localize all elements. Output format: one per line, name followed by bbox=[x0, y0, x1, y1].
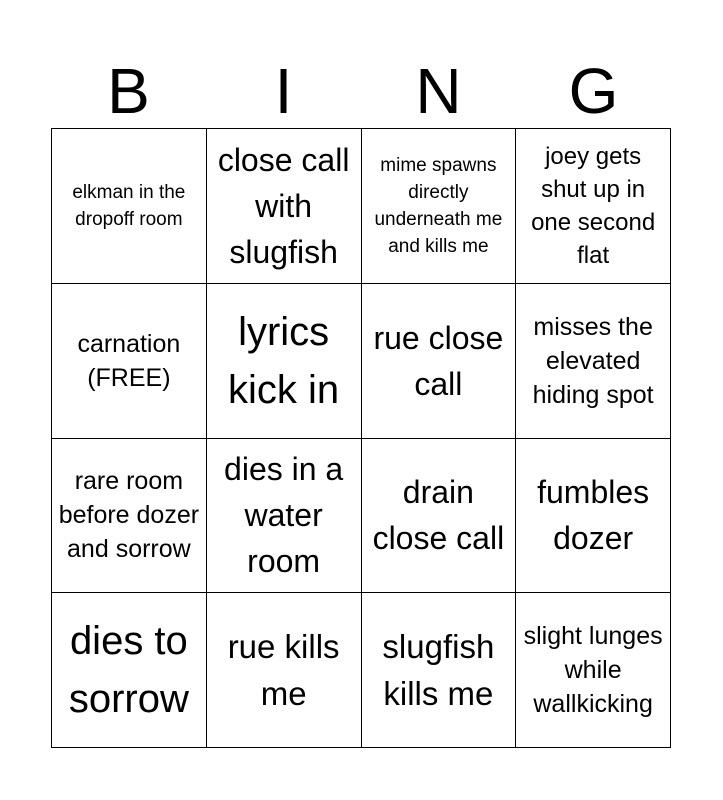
bingo-cell[interactable]: fumbles dozer bbox=[516, 439, 671, 594]
header-letter: B bbox=[107, 55, 150, 127]
bingo-header bbox=[51, 56, 671, 126]
bingo-cell[interactable]: lyrics kick in bbox=[207, 284, 362, 439]
bingo-cell[interactable]: dies in a water room bbox=[207, 439, 362, 594]
bingo-cell[interactable]: drain close call bbox=[362, 439, 517, 594]
bingo-grid bbox=[51, 128, 671, 748]
bingo-cell[interactable]: slight lunges while wallkicking bbox=[516, 593, 671, 748]
bingo-cell[interactable]: rare room before dozer and sorrow bbox=[52, 439, 207, 594]
bingo-cell[interactable]: joey gets shut up in one second flat bbox=[516, 129, 671, 284]
header-letter: N bbox=[415, 55, 462, 127]
bingo-cell[interactable]: carnation (FREE) bbox=[52, 284, 207, 439]
header-letter: I bbox=[274, 55, 293, 127]
bingo-cell[interactable]: slugfish kills me bbox=[362, 593, 517, 748]
bingo-cell[interactable]: close call with slugfish bbox=[207, 129, 362, 284]
bingo-cell[interactable]: elkman in the dropoff room bbox=[52, 129, 207, 284]
bingo-cell[interactable]: misses the elevated hiding spot bbox=[516, 284, 671, 439]
bingo-cell[interactable]: mime spawns directly underneath me and kills me bbox=[362, 129, 517, 284]
header-letter: G bbox=[568, 55, 619, 127]
bingo-cell[interactable]: dies to sorrow bbox=[52, 593, 207, 748]
bingo-cell[interactable]: rue kills me bbox=[207, 593, 362, 748]
bingo-cell[interactable]: rue close call bbox=[362, 284, 517, 439]
